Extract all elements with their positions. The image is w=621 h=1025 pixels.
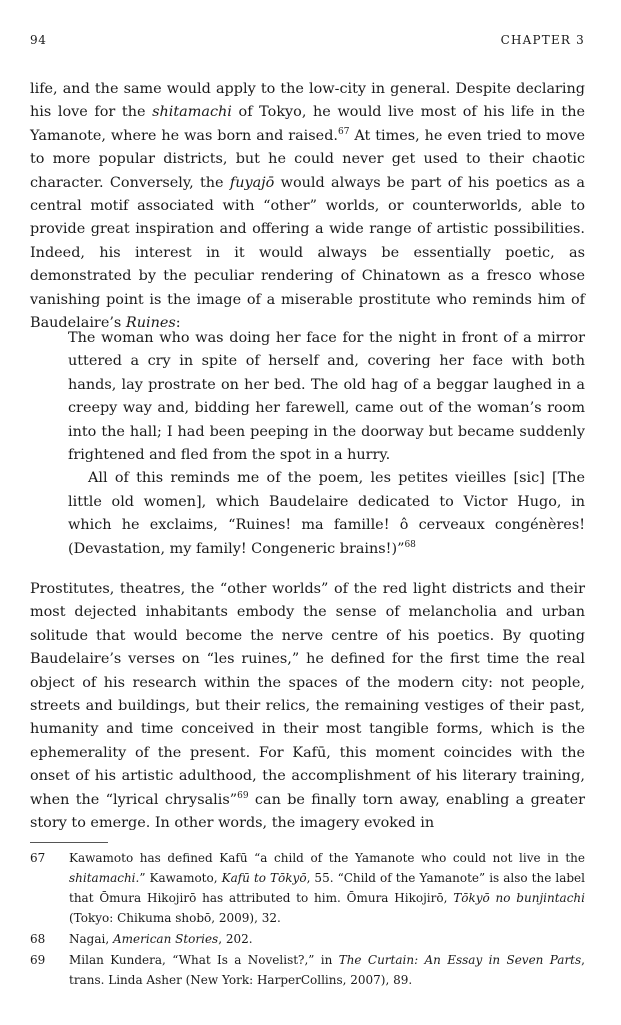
footnote-ref: 68 bbox=[404, 539, 416, 550]
text-run: Prostitutes, theatres, the “other worlds” of the red light districts and their most dejected inhabitants embody the sense of melancholia and urban solitude that would become the nerve centre of his poetics. By quoting Baudelaire’s verses on “les ruines,” he defined for the first time the real object of his research within the spaces of the modern city: not people, streets and buildings, but their relics, the remaining vestiges of their past, humanity and time conceived in their most tangible forms, which is the ephemerality of the present. For Kafū, this moment coincides with the onset of his artistic adulthood, the accomplishment of his literary training, when the “lyrical chrysalis” bbox=[30, 581, 585, 808]
footnote-text bbox=[69, 932, 253, 946]
italic-run: American Stories bbox=[112, 932, 219, 946]
paragraph-2 bbox=[30, 578, 585, 835]
italic-run: The Curtain: An Essay in Seven Parts bbox=[338, 953, 582, 967]
italic-run: Kafū to Tōkyō bbox=[221, 871, 307, 885]
paragraph-1-text bbox=[30, 78, 585, 335]
block-quote-paragraph-2 bbox=[68, 467, 585, 561]
page-number: 94 bbox=[30, 33, 47, 47]
text-run: , 202. bbox=[218, 932, 253, 946]
italic-run: Tōkyō no bunjintachi bbox=[453, 891, 585, 905]
text-run: (Tokyo: Chikuma shobō, 2009), 32. bbox=[69, 911, 281, 925]
footnote-69 bbox=[30, 950, 585, 990]
footnote-text bbox=[69, 953, 585, 987]
italic-run: fuyajō bbox=[229, 174, 275, 191]
italic-run: shitamachi bbox=[152, 104, 232, 121]
text-run: would always be part of his poetics as a central motif associated with “other” worlds, or counterworlds, able to provide great inspiration and offering a wide range of artistic possibilities. Indeed, his interest in it would always be essentially poetic, as demonstrated by the peculiar rendering of Chinatown as a fresco whose vanishing point is the image of a miserable prostitute who reminds him of Baudelaire’s bbox=[30, 174, 585, 332]
text-run: life, and the same would apply to the low-city in general. Despite declaring his love for the bbox=[30, 81, 585, 121]
paragraph-1 bbox=[30, 78, 585, 335]
italic-run: Ruines bbox=[125, 315, 176, 332]
text-run: Milan Kundera, “What Is a Novelist?,” in bbox=[69, 953, 339, 967]
text-run: At times, he even tried to move to more popular districts, but he could never get used to their chaotic character. Conversely, the bbox=[30, 127, 585, 191]
text-run: , 55. “Child of the Yamanote” is also the label that Ōmura Hikojirō has attributed to him. Ōmura Hikojirō, bbox=[69, 871, 586, 905]
text-run: can be finally torn away, enabling a greater story to emerge. In other words, the imagery evoked in bbox=[30, 791, 585, 832]
footnotes bbox=[30, 848, 585, 991]
text-run: All of this reminds me of the poem, les petites vieilles [sic] [The little old women], which Baudelaire dedicated to Victor Hugo, in which he exclaims, “Ruines! ma famille! ô cerveaux congénères! (Devastation, my family! Congeneric brains!)” bbox=[68, 470, 585, 557]
text-run: , trans. Linda Asher (New York: HarperCollins, 2007), 89. bbox=[69, 953, 585, 987]
footnote-text bbox=[69, 851, 585, 925]
text-run: Kawamoto has defined Kafū “a child of the Yamanote who could not live in the bbox=[69, 851, 585, 865]
footnote-number: 69 bbox=[30, 953, 46, 967]
footnote-number: 67 bbox=[30, 851, 46, 865]
text-run: The woman who was doing her face for the night in front of a mirror uttered a cry in spite of herself and, covering her face with both hands, lay prostrate on her bed. The old hag of a beggar laughed in a creepy way and, bidding her farewell, came out of the woman’s room into the hall; I had been peeping in the doorway but became suddenly frightened and fled from the spot in a hurry. bbox=[68, 330, 585, 464]
running-header bbox=[30, 33, 585, 49]
text-run: ” Kawamoto, bbox=[139, 871, 222, 885]
chapter-label: CHAPTER 3 bbox=[500, 33, 585, 47]
text-run: Nagai, bbox=[69, 932, 113, 946]
text-run: : bbox=[175, 315, 181, 332]
footnote-number: 68 bbox=[30, 932, 46, 946]
italic-run: shitamachi. bbox=[69, 871, 140, 885]
footnote-67 bbox=[30, 848, 585, 928]
block-quote bbox=[68, 327, 585, 561]
footnote-ref: 67 bbox=[337, 127, 350, 138]
footnote-68 bbox=[30, 929, 585, 949]
paragraph-2-text bbox=[30, 578, 585, 835]
footnote-separator bbox=[30, 842, 108, 843]
footnote-ref: 69 bbox=[237, 790, 249, 801]
text-run: of Tokyo, he would live most of his life in the Yamanote, where he was born and raised. bbox=[30, 104, 586, 144]
block-quote-paragraph-1 bbox=[68, 327, 585, 467]
